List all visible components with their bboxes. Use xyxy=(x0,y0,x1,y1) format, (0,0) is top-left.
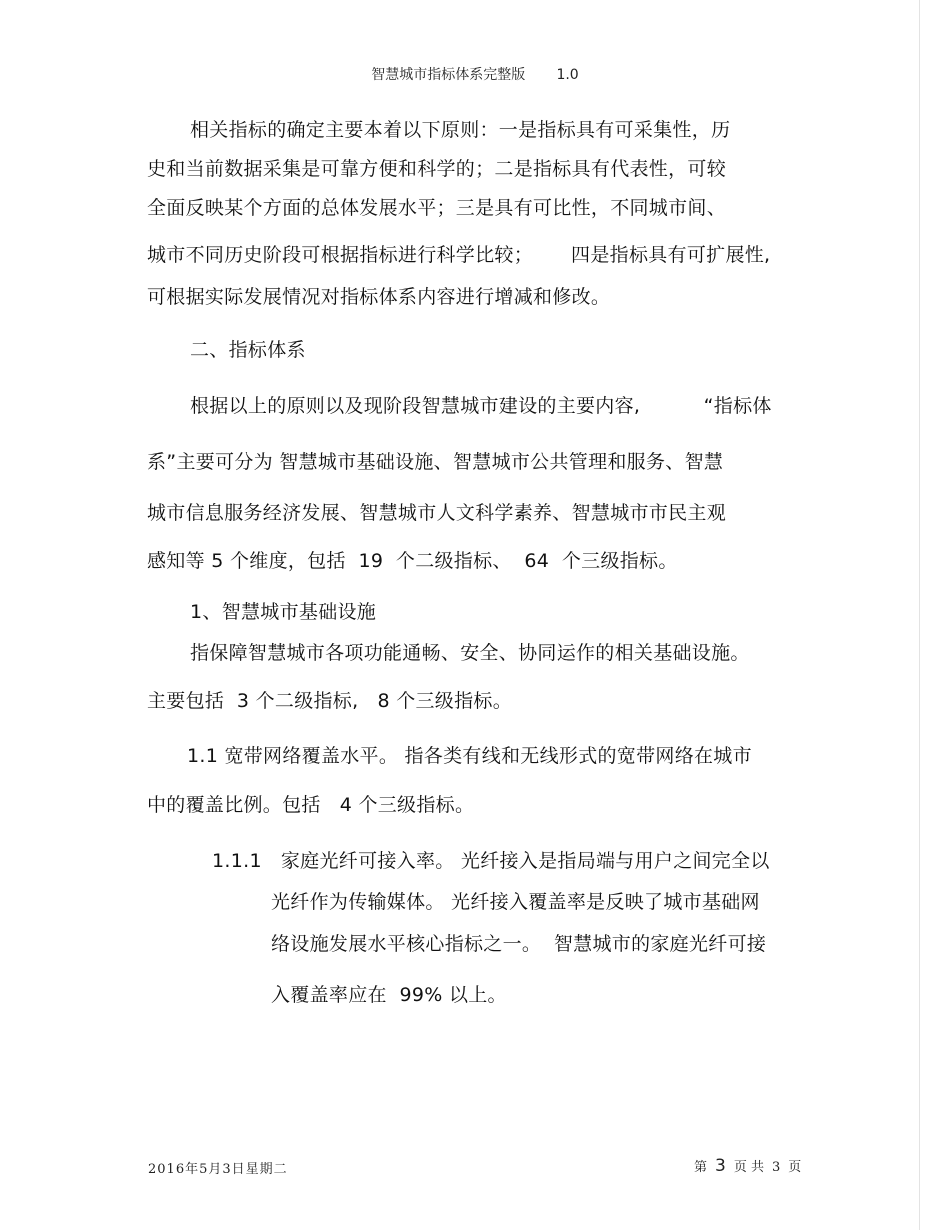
section-heading: 二、指标体系 xyxy=(190,339,306,361)
body-line: 主要包括 3 个二级指标, 8 个三级指标。 xyxy=(147,690,512,712)
body-line: 相关指标的确定主要本着以下原则：一是指标具有可采集性，历 xyxy=(190,119,731,141)
body-line: 1.1 宽带网络覆盖水平。 指各类有线和无线形式的宽带网络在城市 xyxy=(187,745,752,767)
body-line: 城市不同历史阶段可根据指标进行科学比较； 四是指标具有可扩展性, xyxy=(147,244,771,266)
body-line: 系”主要可分为 智慧城市基础设施、智慧城市公共管理和服务、智慧 xyxy=(147,451,724,473)
subsection-heading: 1、智慧城市基础设施 xyxy=(190,601,377,623)
footer-page-mid: 页 共 xyxy=(733,1160,764,1175)
body-line: 史和当前数据采集是可靠方便和科学的；二是指标具有代表性，可较 xyxy=(147,158,727,180)
body-line: 城市信息服务经济发展、智慧城市人文科学素养、智慧城市市民主观 xyxy=(147,502,727,524)
header-title: 智慧城市指标体系完整版 xyxy=(371,67,526,83)
footer-page-prefix: 第 xyxy=(694,1160,708,1175)
footer-page-total: 3 xyxy=(771,1160,781,1175)
body-line: 中的覆盖比例。包括 4 个三级指标。 xyxy=(147,794,475,816)
running-header xyxy=(0,64,950,84)
body-line: 根据以上的原则以及现阶段智慧城市建设的主要内容, “指标体 xyxy=(190,395,772,417)
item-line: 络设施发展水平核心指标之一。 智慧城市的家庭光纤可接 xyxy=(271,933,767,955)
header-version: 1.0 xyxy=(556,67,579,83)
page-edge xyxy=(919,0,920,1230)
item-line: 入覆盖率应在 99% 以上。 xyxy=(271,984,507,1006)
body-line: 感知等 5 个维度，包括 19 个二级指标、 64 个三级指标。 xyxy=(147,550,678,572)
footer-page-suffix: 页 xyxy=(788,1160,802,1175)
footer-page-number xyxy=(694,1156,809,1176)
footer-page-current: 3 xyxy=(715,1156,726,1176)
body-line: 全面反映某个方面的总体发展水平；三是具有可比性，不同城市间、 xyxy=(147,197,727,219)
item-line: 光纤作为传输媒体。 光纤接入覆盖率是反映了城市基础网 xyxy=(271,891,760,913)
footer-date: 2016年5月3日星期二 xyxy=(148,1162,288,1177)
body-line: 指保障智慧城市各项功能通畅、安全、协同运作的相关基础设施。 xyxy=(190,642,750,664)
body-line: 可根据实际发展情况对指标体系内容进行增减和修改。 xyxy=(147,286,611,308)
item-line: 1.1.1 家庭光纤可接入率。 光纤接入是指局端与用户之间完全以 xyxy=(212,850,770,872)
